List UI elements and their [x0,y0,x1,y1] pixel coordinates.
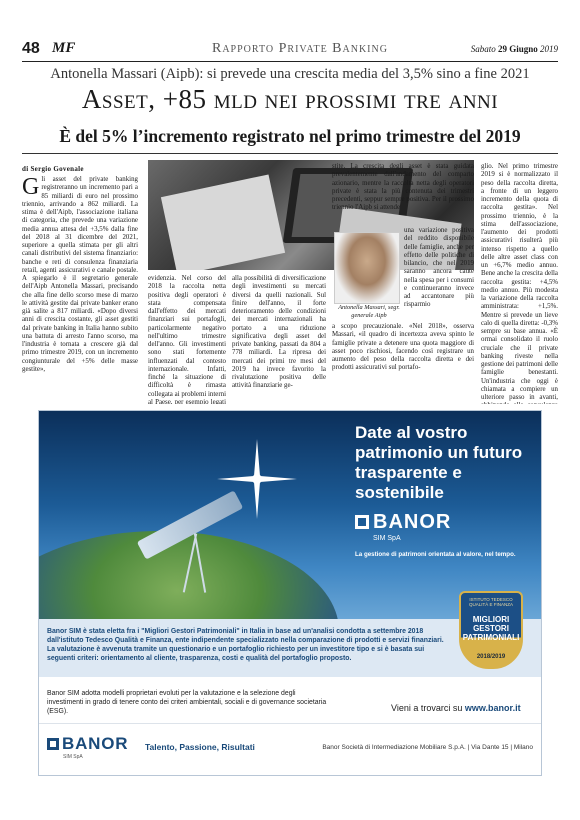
banor-mark-icon [355,515,369,529]
document-shape [161,174,285,270]
banor-mark-icon [47,738,59,750]
award-badge: ISTITUTO TEDESCO QUALITÀ E FINANZA MIGLIORI GESTORI PATRIMONIALI 2018/2019 [459,591,523,669]
page-header [22,40,558,62]
article-column-4-bottom: a scopo precauzionale. «Nel 2018», osserva Massari, «il quadro di incertezza aveva spinto le famiglie private a detenere una quota maggiore di asset poco rischiosi, facendo così registrare un aumento del peso della raccolta diretta e dei prodotti assicurativi sul portafo- [332,323,474,372]
mf-logo: MF [52,40,76,56]
dropcap: G [22,176,40,200]
esg-info: Banor SIM adotta modelli proprietari evoluti per la valutazione e la selezione degli investimenti in grado di tenere conto dei criteri ambientali, sociali e di governance societaria (ESG). [47,690,327,715]
page-number: 48 [22,40,40,57]
article-headline: Asset, +85 mld nei prossimi tre anni [81,84,499,114]
article-column-4-side: una variazione positiva del reddito disponibile delle famiglie, anche per effetto delle politiche di bilancio, che nel 2019 saranno ancora caute nella spesa per i consumi e continueranno invece ad accantonare più risparmio [404,227,474,309]
website-link[interactable]: www.banor.it [464,703,521,713]
banor-advertisement[interactable] [38,410,542,776]
visit-website[interactable]: Vieni a trovarci su www.banor.it [391,703,521,713]
article-subhead: È del 5% l’incremento registrato nel primo trimestre del 2019 [22,120,558,154]
article-column-2: evidenzia. Nel corso del 2018 la raccolta netta positiva degli operatori è stata compensata dall'effetto dei mercati finanziari sui portafogli, particolarmente negativo nell'ultimo trimestre dell'anno. Gli investimenti sono stati fortemente influenzati dal contesto internazionale. Infatti, finché la situazione di difficoltà è rimasta collegata ai problemi interni al Paese, per esempio legati [148,275,226,404]
article-kicker: Antonella Massari (Aipb): si prevede una crescita media del 3,5% sino a fine 2021 [50,66,530,82]
portrait-photo [334,232,400,304]
byline: di Sergio Govenale [22,165,84,173]
footer-banor-logo: BANOR SIM SpA [47,734,128,760]
article-column-3: alla possibilità di diversificazione degli investimenti su mercati diversi da quelli nazionali. Sul finire dell'anno, il forte deterioramento delle condizioni dei mercati internazionali ha portato a una riduzione significativa degli asset del private banking, passati da 804 a 778 miliardi. La ripresa dei mercati dei primi tre mesi del 2019 ha invece favorito la rivalutazione positiva delle attività finanziarie ge- [232,275,326,390]
award-panel [39,597,542,677]
section-title: Rapporto Private Banking [212,41,388,56]
ad-tagline: La gestione di patrimoni orientata al valore, nel tempo. [355,551,516,558]
ad-headline: Date al vostro patrimonio un futuro trasparente e sostenibile [355,423,523,502]
issue-date: Sabato 29 Giugno 2019 [470,44,558,54]
award-text: Banor SIM è stata eletta fra i "Migliori Gestori Patrimoniali" in Italia in base ad un'analisi condotta a settembre 2018 dall'istituto Tedesco Qualità e Finanza, ente indipendente specializzato nella comparazione di prodotti e servizi finanziari. La valutazione è avvenuta tramite un questionario e un portafoglio richiesto per un investitore tipo e si è basata sui seguenti criteri: orientamento al cliente, trasparenza, costi e qualità del portafoglio proposto. [47,628,444,662]
earth-image [39,531,339,619]
article-column-4-top: stite. La crescita degli asset è stata guidata prevalentemente dall'andamento del comparto azionario, mentre la raccolta netta degli operatori private è stata la più contenuta dei trimestri precedenti, seppur sempre positiva. Per il prossimo triennio l'Aipb si attende [332,163,474,212]
portrait-caption: Antonella Massari, segr. generale Aipb [338,304,400,319]
ad-footer [39,723,542,776]
company-address: Banor Società di Intermediazione Mobiliare S.p.A. | Via Dante 15 | Milano [322,744,533,751]
ad-visual [39,411,542,619]
brand-motto: Talento, Passione, Risultati [145,742,255,752]
banor-logo: BANOR SIM SpA [355,511,515,542]
article-column-5: glio. Nel primo trimestre 2019 si è normalizzato il peso della raccolta diretta, a fronte di un leggero incremento della quota di raccolta gestita». Nel prossimo triennio, è la stima dell'associazione, l'aumento dei prodotti assicurativi risulterà più intenso rispetto a quello delle altre asset class con un +6,7% medio annuo. Bene anche la crescita della raccolta gestita: +4,5% medio annuo. Più modesta la variazione della raccolta amministrata: +1,5%. Mentre si prevede un lieve calo di quella diretta: -0,3% sempre su base annua. «È ormai consolidato il ruolo cruciale che il private banking riveste nella gestione dei patrimoni delle famiglie benestanti. Un'industria che oggi è chiamata a compiere un ulteriore passo in avanti, [481,163,558,401]
article-column-1: Gli asset del private banking registreranno un incremento pari a 85 miliardi di euro nel prossimo triennio, arrivando a 862 miliardi. La stima è dell'Aipb, l'associazione italiana di categoria, che prevede una variazione media annua attesa del +3,5% dalla fine del 2018 al 31 dicembre del 2021, superiore a quella stimata per gli altri canali distributivi del sistema finanziario: banche e reti di consulenza finanziaria retail, agenti assicurativi e canale postale. A spiegarlo è il segretario generale dell'Aipb Antonella Massari, precisando che alla fine dello scorso mese di marzo le attività gestite dai private banker erano già salite a 817 miliardi. «Dopo diversi anni di crescita costante, gli asset gestiti dal private banking in Italia hanno subito una battuta di arresto l'anno scorso, ma l'industria è tornata a crescere già dal primo trimestre 2019, con un incremento congiunturale del +5% delle masse gestite», [22,176,138,373]
star-icon [217,439,297,519]
